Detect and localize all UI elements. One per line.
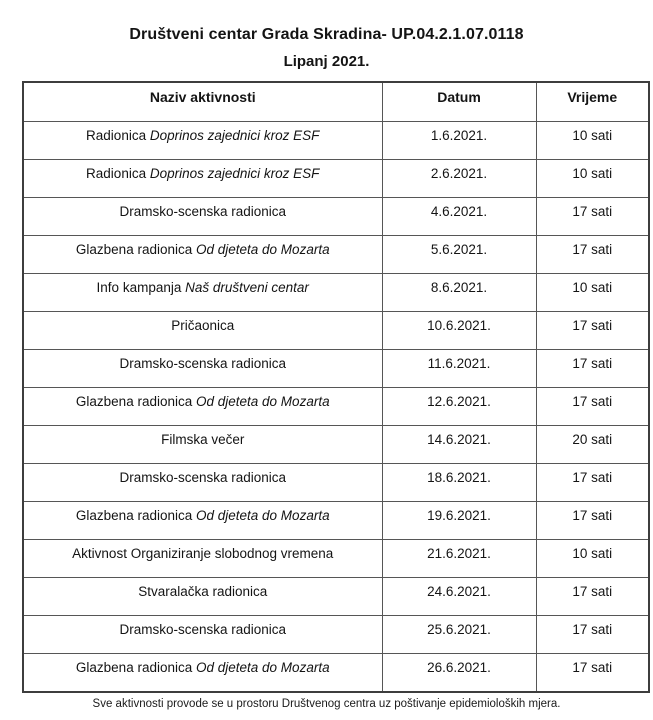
activity-name-cell (23, 616, 382, 654)
activity-date-cell (382, 464, 536, 502)
header-row (23, 82, 649, 122)
activity-name-text: Glazbena radionica (75, 660, 193, 676)
activity-time-cell (536, 616, 649, 654)
activity-date-cell (382, 274, 536, 312)
table-row (23, 502, 649, 540)
activity-date-cell (382, 236, 536, 274)
activity-name-text: Aktivnost Organiziranje slobodnog vremena (72, 546, 334, 562)
activity-time-cell (536, 388, 649, 426)
activity-time-text: 17 sati (572, 470, 613, 486)
activities-table-header (23, 82, 649, 122)
activity-name-text: Dramsko-scenska radionica (119, 204, 287, 220)
table-row (23, 426, 649, 464)
table-row (23, 388, 649, 426)
activity-name-italic-text: Od djeteta do Mozarta (196, 394, 330, 410)
activity-time-cell (536, 578, 649, 616)
table-row (23, 122, 649, 160)
table-row (23, 654, 649, 692)
activity-name-cell (23, 426, 382, 464)
activity-time-cell (536, 236, 649, 274)
activity-name-cell (23, 160, 382, 198)
activity-date-cell (382, 540, 536, 578)
activity-name-cell (23, 502, 382, 540)
activity-time-cell (536, 540, 649, 578)
activity-date-cell (382, 426, 536, 464)
activity-name-text: Glazbena radionica (75, 508, 193, 524)
activity-date-text: 21.6.2021. (427, 546, 491, 562)
activity-date-text: 14.6.2021. (427, 432, 491, 448)
activity-date-text: 4.6.2021. (430, 204, 488, 220)
activity-name-cell (23, 388, 382, 426)
activity-time-text: 10 sati (572, 166, 613, 182)
activity-name-italic-text: Od djeteta do Mozarta (196, 508, 330, 524)
activity-time-text: 10 sati (572, 546, 613, 562)
activity-date-cell (382, 502, 536, 540)
table-row (23, 312, 649, 350)
column-header-activity-name: Naziv aktivnosti (23, 82, 382, 122)
activity-name-text: Glazbena radionica (75, 242, 193, 258)
activity-name-italic-text: Doprinos zajednici kroz ESF (149, 128, 320, 144)
activity-time-text: 17 sati (572, 660, 613, 676)
activity-time-text: 17 sati (572, 394, 613, 410)
activity-time-text: 10 sati (572, 280, 613, 296)
activity-name-cell (23, 198, 382, 236)
activity-time-cell (536, 312, 649, 350)
activity-name-text: Dramsko-scenska radionica (119, 356, 287, 372)
column-header-date: Datum (382, 82, 536, 122)
table-row (23, 236, 649, 274)
table-row (23, 578, 649, 616)
activity-time-cell (536, 426, 649, 464)
activity-time-cell (536, 122, 649, 160)
page-subtitle: Lipanj 2021. (283, 52, 370, 70)
activity-date-cell (382, 654, 536, 692)
activity-name-text: Pričaonica (171, 318, 235, 334)
activity-date-text: 24.6.2021. (427, 584, 491, 600)
activity-time-cell (536, 274, 649, 312)
table-row (23, 274, 649, 312)
activity-date-text: 26.6.2021. (427, 660, 491, 676)
activity-name-cell (23, 122, 382, 160)
activities-table-body (23, 122, 649, 692)
activity-name-text: Radionica (86, 166, 147, 182)
activity-name-text: Info kampanja (96, 280, 182, 296)
activity-name-italic-text: Doprinos zajednici kroz ESF (149, 166, 320, 182)
table-row (23, 198, 649, 236)
activity-date-text: 19.6.2021. (427, 508, 491, 524)
activity-name-cell (23, 578, 382, 616)
activity-time-text: 17 sati (572, 622, 613, 638)
activity-date-cell (382, 578, 536, 616)
activity-name-italic-text: Od djeteta do Mozarta (196, 242, 330, 258)
activity-date-cell (382, 616, 536, 654)
activity-date-cell (382, 122, 536, 160)
activity-name-cell (23, 312, 382, 350)
footer-note: Sve aktivnosti provode se u prostoru Društvenog centra uz poštivanje epidemioloških mjera. (92, 697, 561, 710)
activity-name-text: Glazbena radionica (75, 394, 193, 410)
column-header-time: Vrijeme (536, 82, 649, 122)
activity-date-cell (382, 350, 536, 388)
activity-name-cell (23, 236, 382, 274)
table-row (23, 464, 649, 502)
activity-date-text: 2.6.2021. (430, 166, 488, 182)
activity-name-text: Radionica (86, 128, 147, 144)
activity-date-text: 1.6.2021. (430, 128, 488, 144)
activity-time-cell (536, 654, 649, 692)
activity-time-text: 17 sati (572, 508, 613, 524)
activity-date-text: 18.6.2021. (427, 470, 491, 486)
activity-time-cell (536, 464, 649, 502)
activity-name-text: Stvaralačka radionica (138, 584, 268, 600)
activity-date-cell (382, 198, 536, 236)
activity-date-cell (382, 160, 536, 198)
activity-name-text: Dramsko-scenska radionica (119, 470, 287, 486)
activities-table (22, 81, 650, 693)
activity-time-text: 20 sati (572, 432, 613, 448)
activity-time-text: 17 sati (572, 242, 613, 258)
activity-date-cell (382, 312, 536, 350)
table-row (23, 540, 649, 578)
table-row (23, 350, 649, 388)
activity-date-text: 12.6.2021. (427, 394, 491, 410)
activity-name-cell (23, 350, 382, 388)
table-row (23, 616, 649, 654)
activity-name-text: Filmska večer (161, 432, 245, 448)
activity-time-cell (536, 350, 649, 388)
activity-time-cell (536, 198, 649, 236)
activity-date-text: 8.6.2021. (430, 280, 488, 296)
activity-time-text: 10 sati (572, 128, 613, 144)
activity-date-text: 25.6.2021. (427, 622, 491, 638)
activity-time-text: 17 sati (572, 584, 613, 600)
activity-date-text: 11.6.2021. (427, 356, 491, 372)
activity-name-cell (23, 654, 382, 692)
activity-name-cell (23, 540, 382, 578)
activity-time-text: 17 sati (572, 356, 613, 372)
table-row (23, 160, 649, 198)
activity-name-italic-text: Naš društveni centar (185, 280, 309, 296)
activity-date-text: 10.6.2021. (427, 318, 491, 334)
activity-time-text: 17 sati (572, 204, 613, 220)
activity-name-italic-text: Od djeteta do Mozarta (196, 660, 330, 676)
activity-date-text: 5.6.2021. (430, 242, 488, 258)
activity-date-cell (382, 388, 536, 426)
activity-time-cell (536, 160, 649, 198)
activity-time-text: 17 sati (572, 318, 613, 334)
page-title: Društveni centar Grada Skradina- UP.04.2.1.07.0118 (129, 26, 524, 43)
activity-time-cell (536, 502, 649, 540)
activity-name-cell (23, 274, 382, 312)
activity-name-text: Dramsko-scenska radionica (119, 622, 287, 638)
activity-name-cell (23, 464, 382, 502)
